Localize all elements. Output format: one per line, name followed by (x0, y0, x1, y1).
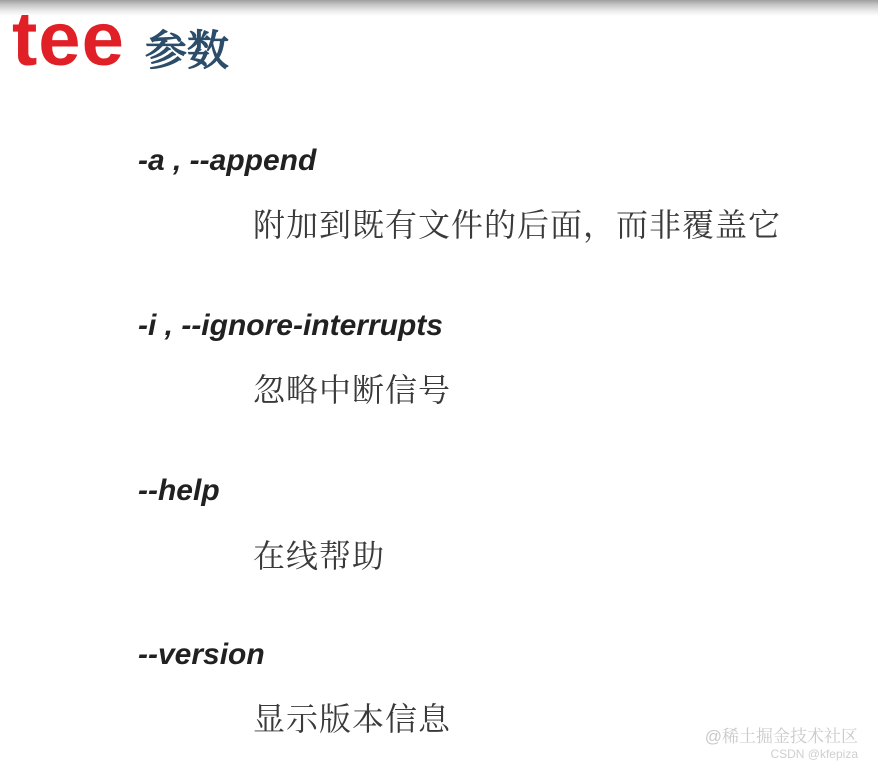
option-description-help: 在线帮助 (253, 538, 386, 574)
option-flags-help: --help (138, 474, 220, 507)
option-description-append: 附加到既有文件的后面，而非覆盖它 (253, 207, 782, 243)
option-flags-append: -a , --append (138, 144, 317, 177)
option-description-ignore-interrupts: 忽略中断信号 (253, 372, 452, 408)
watermark-csdn-username: CSDN @kfepiza (770, 746, 858, 761)
watermark-community-label: @稀土掘金技术社区 (704, 726, 858, 746)
title-subtitle: 参数 (144, 27, 229, 74)
page-title (12, 0, 229, 82)
command-name: tee (12, 0, 125, 82)
option-flags-version: --version (138, 638, 265, 671)
option-flags-ignore-interrupts: -i , --ignore-interrupts (138, 309, 443, 342)
watermark (705, 728, 858, 761)
option-description-version: 显示版本信息 (253, 701, 452, 737)
